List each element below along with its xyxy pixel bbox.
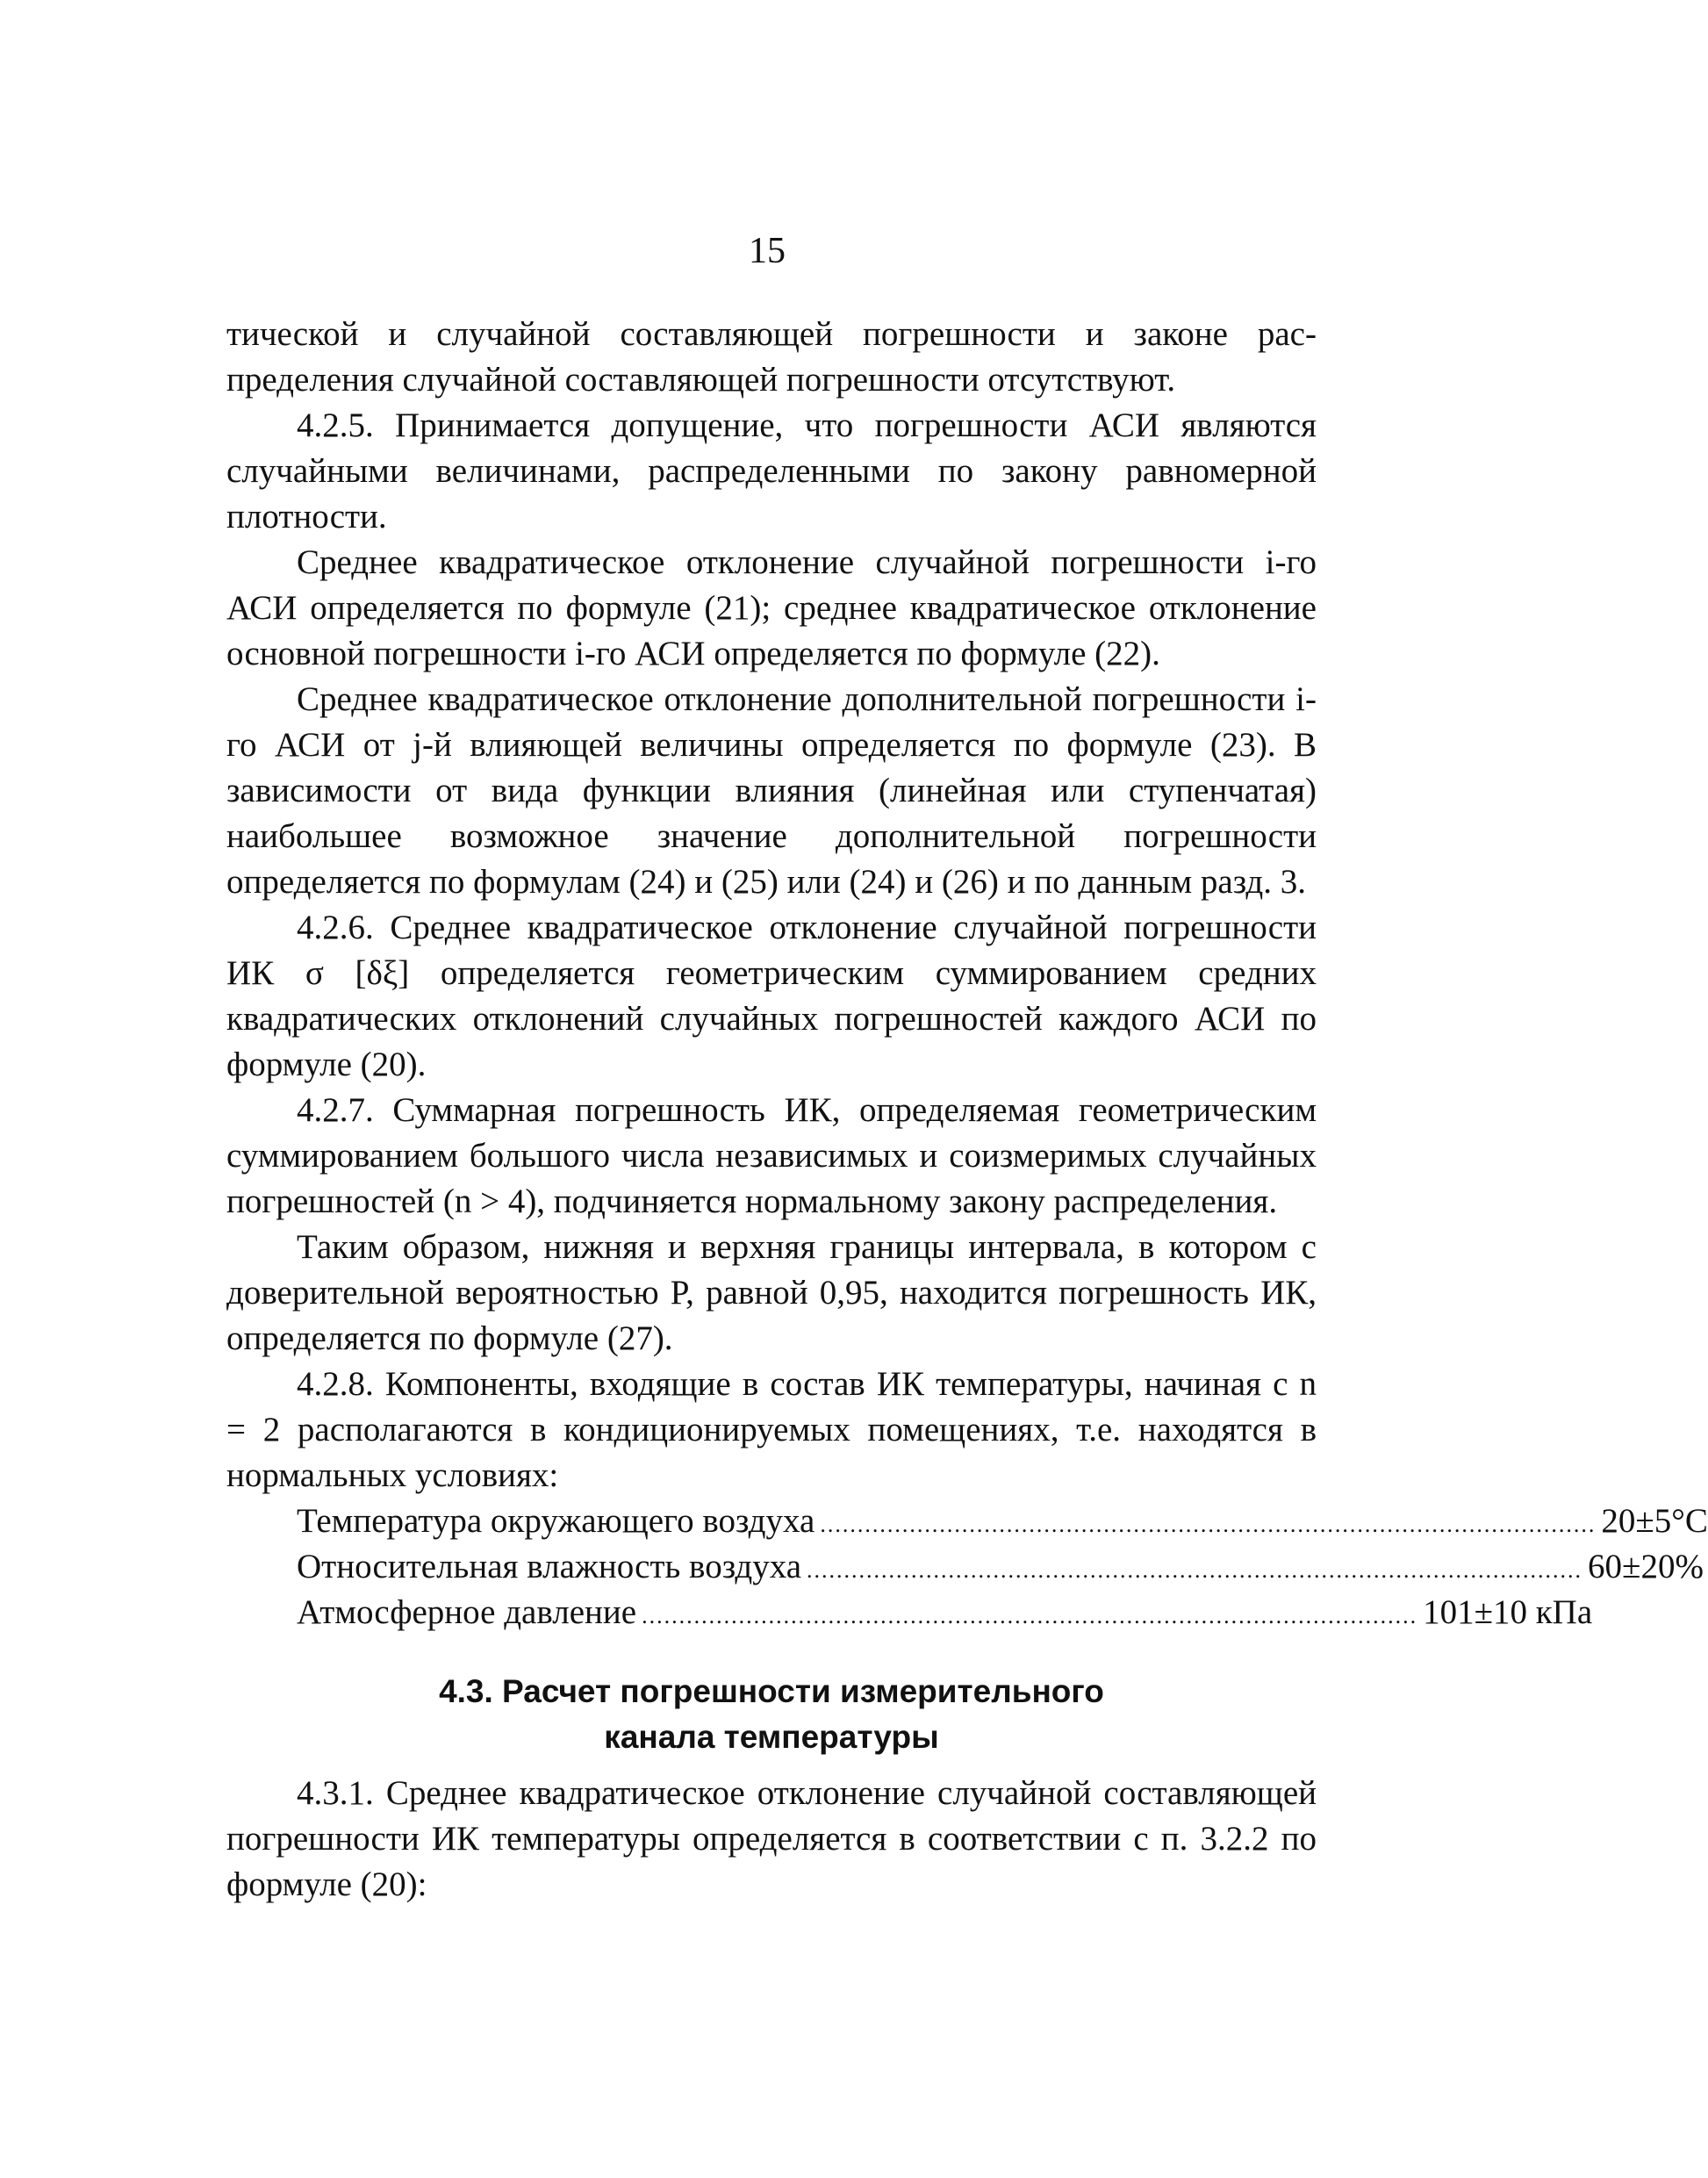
dot-leader: ........................................................................................................ (820, 1512, 1597, 1537)
condition-name: Атмосферное давление (297, 1593, 637, 1631)
dot-leader: ........................................................................................................ (807, 1557, 1583, 1583)
paragraph-4-2-5: 4.2.5. Принимается допущение, что погрешности АСИ являются случайными величинами, распределенными по закону равномерной плотности. (226, 406, 1317, 536)
condition-name: Относительная влажность воздуха (297, 1548, 802, 1585)
condition-row-temperature (297, 1499, 1708, 1544)
condition-value: 101±10 кПа (1423, 1593, 1593, 1631)
dot-leader: ........................................................................................................ (642, 1603, 1418, 1628)
section-heading-4-3 (226, 1669, 1317, 1760)
paragraph-4-3-1: 4.3.1. Среднее квадратическое отклонение случайной составляющей погрешности ИК температуры определяется в соответствии с п. 3.2.2 по формуле (20): (226, 1774, 1317, 1903)
condition-row-humidity (297, 1544, 1704, 1590)
condition-value: 60±20% (1588, 1548, 1704, 1585)
condition-name: Температура окружающего воздуха (297, 1502, 815, 1540)
paragraph-4-2-6: 4.2.6. Среднее квадратическое отклонение случайной погрешности ИК σ [δξ] определяется геометрическим суммированием средних квадратических отклонений случайных погрешностей каждого АСИ по формуле (20). (226, 909, 1317, 1083)
paragraph-additional-error-deviation: Среднее квадратическое отклонение дополнительной погрешности i-го АСИ от j-й влияющей величины определяется по формуле (23). В зависимости от вида функции влияния (линейная или ступенчатая) наибольшее возможное значение дополнительной погрешности определяется по формулам (24) и (25) или (24) и (26) и по данным разд. 3. (226, 680, 1317, 901)
paragraph-interval-bounds: Таким образом, нижняя и верхняя границы интервала, в котором с доверительной вероятностью P, равной 0,95, находится погрешность ИК, определяется по формуле (27). (226, 1228, 1317, 1357)
paragraph-random-error-deviation: Среднее квадратическое отклонение случайной погрешности i-го АСИ определяется по формуле (21); среднее квадратическое отклонение основной погрешности i-го АСИ определяется по формуле (22). (226, 543, 1317, 672)
normal-conditions-list (226, 1499, 1708, 1635)
condition-row-pressure (297, 1590, 1593, 1635)
paragraph-continuation: тической и случайной составляющей погрешности и законе распределения случайной составляющей погрешности отсутствуют. (226, 315, 1317, 399)
condition-value: 20±5°С (1601, 1502, 1708, 1540)
page-number: 15 (749, 231, 786, 271)
section-heading-line2: канала температуры (604, 1719, 939, 1755)
paragraph-4-2-8: 4.2.8. Компоненты, входящие в состав ИК температуры, начиная с n = 2 располагаются в кондиционируемых помещениях, т.е. находятся в нормальных условиях: (226, 1365, 1317, 1494)
body-text (226, 312, 1708, 1908)
paragraph-4-2-7: 4.2.7. Суммарная погрешность ИК, определяемая геометрическим суммированием большого числа независимых и соизмеримых случайных погрешностей (n > 4), подчиняется нормальному закону распределения. (226, 1091, 1317, 1220)
section-heading-line1: 4.3. Расчет погрешности измерительного (439, 1673, 1104, 1709)
